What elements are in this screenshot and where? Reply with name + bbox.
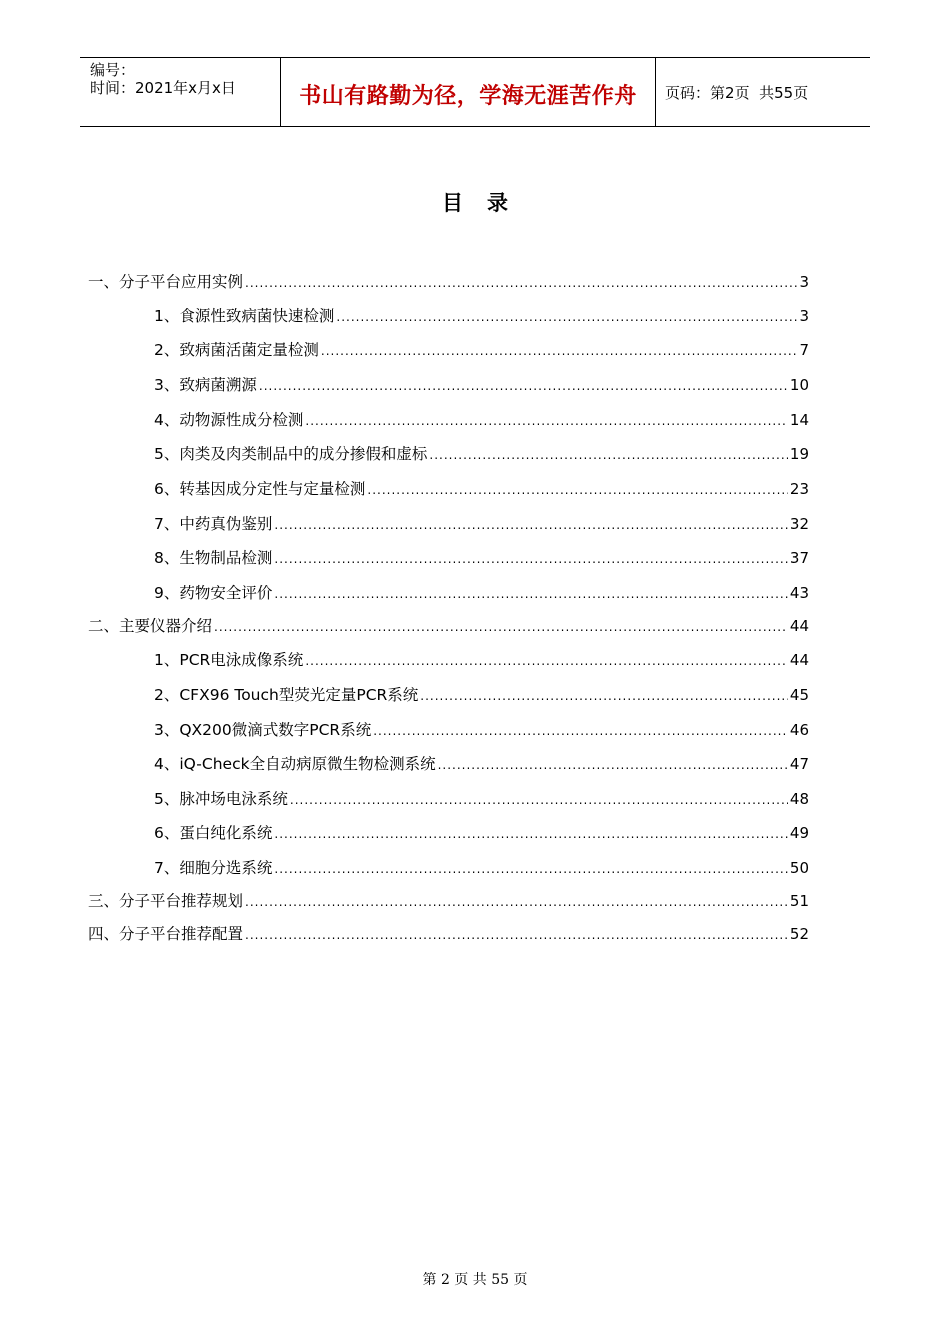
toc-entry-page: 45: [789, 686, 809, 704]
toc-entry[interactable]: [154, 477, 809, 501]
toc-entry[interactable]: [154, 442, 809, 466]
page-total: 55: [774, 84, 794, 102]
toc-leader-dots: [214, 620, 788, 634]
toc-entry-label: 四、分子平台推荐配置: [88, 925, 244, 943]
toc-entry[interactable]: [154, 338, 809, 362]
toc-entry[interactable]: [154, 304, 809, 328]
toc-entry-page: 44: [789, 617, 809, 635]
toc-entry-page: 7: [799, 341, 809, 359]
header-page-cell: [655, 58, 870, 126]
toc-entry[interactable]: [154, 408, 809, 432]
toc-entry-label: 8、生物制品检测: [154, 549, 273, 567]
toc-entry-page: 32: [789, 515, 809, 533]
toc-leader-dots: [367, 483, 788, 497]
toc-leader-dots: [245, 895, 788, 909]
toc-entry-label: 一、分子平台应用实例: [88, 273, 244, 291]
toc-leader-dots: [290, 793, 788, 807]
header-motto-cell: [280, 58, 656, 126]
toc-entry[interactable]: [154, 373, 809, 397]
document-number-label: 编号：: [90, 61, 136, 79]
toc-entry[interactable]: [154, 546, 809, 570]
toc-entry[interactable]: [154, 787, 809, 811]
toc-entry[interactable]: [88, 889, 809, 913]
page-footer: 第 2 页 共 55 页: [422, 1272, 528, 1288]
toc-entry-page: 44: [789, 651, 809, 669]
toc-leader-dots: [305, 414, 788, 428]
toc-entry-label: 5、肉类及肉类制品中的成分掺假和虚标: [154, 445, 428, 463]
toc-entry-page: 49: [789, 824, 809, 842]
toc-leader-dots: [420, 689, 788, 703]
toc-entry[interactable]: [88, 614, 809, 638]
toc-leader-dots: [336, 310, 797, 324]
toc-entry[interactable]: [154, 821, 809, 845]
toc-entry-page: 47: [789, 755, 809, 773]
header-motto: 书山有路勤为径，学海无涯苦作舟: [299, 83, 637, 109]
toc-entry[interactable]: [88, 270, 809, 294]
toc-entry-label: 4、动物源性成分检测: [154, 411, 304, 429]
toc-leader-dots: [274, 587, 788, 601]
toc-entry-label: 2、CFX96 Touch型荧光定量PCR系统: [154, 686, 419, 704]
toc-leader-dots: [429, 448, 788, 462]
toc-entry-page: 43: [789, 584, 809, 602]
header-meta-cell: [80, 58, 280, 126]
toc-entry-label: 7、中药真伪鉴别: [154, 515, 273, 533]
toc-entry[interactable]: [154, 856, 809, 880]
toc-entry-page: 50: [789, 859, 809, 877]
toc-entry-page: 19: [789, 445, 809, 463]
page-current: 2: [725, 84, 735, 102]
header-page-info: [665, 82, 808, 103]
toc-leader-dots: [373, 724, 788, 738]
toc-entry-page: 37: [789, 549, 809, 567]
toc-entry-page: 46: [789, 721, 809, 739]
toc-entry-page: 51: [789, 892, 809, 910]
toc-entry[interactable]: [88, 922, 809, 946]
page-mid: 页 共: [734, 84, 775, 102]
toc-entry-label: 3、致病菌溯源: [154, 376, 257, 394]
toc-leader-dots: [245, 276, 797, 290]
toc-entry[interactable]: [154, 512, 809, 536]
page-prefix: 页码：第: [665, 84, 726, 102]
page-suffix: 页: [793, 84, 809, 102]
toc-title-char-2: 录: [487, 190, 508, 215]
toc-entry[interactable]: [154, 752, 809, 776]
toc-leader-dots: [274, 552, 788, 566]
toc-entry-label: 1、食源性致病菌快速检测: [154, 307, 335, 325]
document-time-label: 时间：2021年x月x日: [90, 79, 236, 97]
toc-leader-dots: [438, 758, 788, 772]
toc-entry-label: 二、主要仪器介绍: [88, 617, 213, 635]
toc-entry-page: 52: [789, 925, 809, 943]
toc-entry-label: 9、药物安全评价: [154, 584, 273, 602]
toc-leader-dots: [274, 827, 788, 841]
toc-leader-dots: [259, 379, 788, 393]
toc-leader-dots: [274, 862, 788, 876]
toc-leader-dots: [274, 518, 788, 532]
toc-leader-dots: [245, 928, 788, 942]
toc-entry-page: 10: [789, 376, 809, 394]
toc-leader-dots: [305, 654, 788, 668]
toc-title: [0, 187, 950, 217]
toc-entry[interactable]: [154, 683, 809, 707]
toc-entry-page: 48: [789, 790, 809, 808]
toc-entry-label: 7、细胞分选系统: [154, 859, 273, 877]
toc-entry-label: 4、iQ-Check全自动病原微生物检测系统: [154, 755, 436, 773]
toc-entry-page: 3: [799, 307, 809, 325]
toc-entry-page: 14: [789, 411, 809, 429]
toc-leader-dots: [321, 344, 798, 358]
toc-entry-label: 6、蛋白纯化系统: [154, 824, 273, 842]
toc-title-char-1: 目: [442, 190, 463, 215]
document-header: [80, 57, 870, 127]
toc-entry-label: 1、PCR电泳成像系统: [154, 651, 304, 669]
toc-entry-label: 3、QX200微滴式数字PCR系统: [154, 721, 372, 739]
toc-entry[interactable]: [154, 581, 809, 605]
toc-entry-label: 三、分子平台推荐规划: [88, 892, 244, 910]
toc-entry[interactable]: [154, 718, 809, 742]
toc-entry-page: 3: [799, 273, 809, 291]
toc-entry[interactable]: [154, 648, 809, 672]
toc-entry-label: 5、脉冲场电泳系统: [154, 790, 288, 808]
toc-entry-page: 23: [789, 480, 809, 498]
toc-entry-label: 2、致病菌活菌定量检测: [154, 341, 319, 359]
toc-entry-label: 6、转基因成分定性与定量检测: [154, 480, 366, 498]
